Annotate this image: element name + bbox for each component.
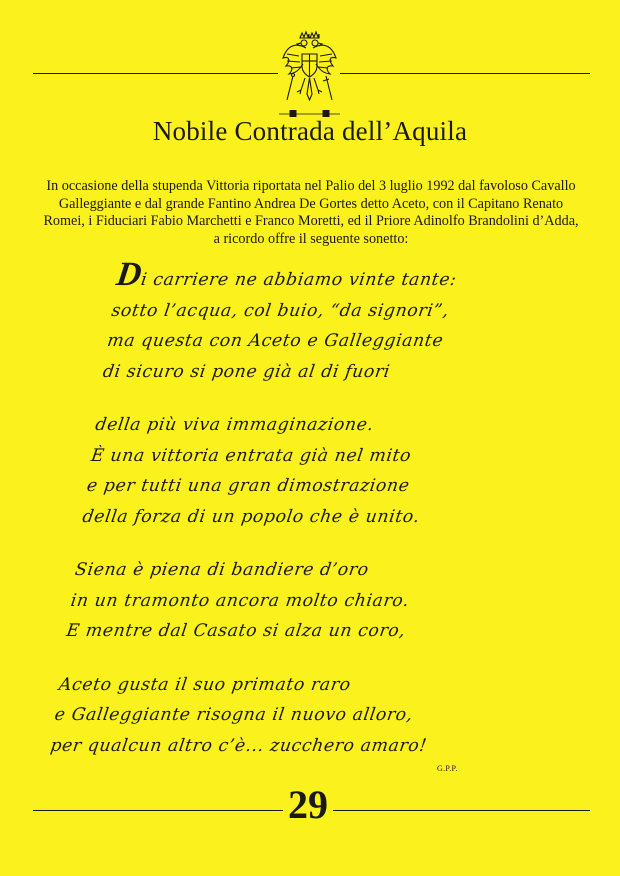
stanza-3 bbox=[64, 555, 517, 647]
double-headed-eagle-crest-icon bbox=[279, 28, 340, 120]
poem-line: in un tramonto ancora molto chiaro. bbox=[69, 590, 411, 611]
poem-line: e Galleggiante risogna il nuovo alloro, bbox=[53, 705, 415, 725]
poem-line: della forza di un popolo che è unito. bbox=[81, 506, 422, 527]
bottom-right-rule bbox=[333, 810, 590, 811]
intro-line: Romei, i Fiduciari Fabio Marchetti e Franco Moretti, ed il Priore Adinolfo Brandolini d’Adda, bbox=[43, 213, 579, 230]
sonnet bbox=[45, 256, 558, 784]
poem-line: ma questa con Aceto e Galleggiante bbox=[105, 331, 445, 351]
poem-line: della più viva immaginazione. bbox=[94, 415, 376, 435]
poem-line: di sicuro si pone già al di fuori bbox=[101, 361, 392, 382]
top-left-rule bbox=[33, 73, 278, 74]
page-title: Nobile Contrada dell’Aquila bbox=[152, 116, 468, 146]
poem-line: e per tutti una gran dimostrazione bbox=[85, 476, 411, 496]
page-number: 29 bbox=[288, 782, 328, 827]
poem-line: Aceto gusta il suo primato raro bbox=[57, 674, 353, 695]
stanza-1 bbox=[101, 256, 558, 387]
stanza-2 bbox=[80, 410, 537, 532]
intro-line: In occasione della stupenda Vittoria riportata nel Palio del 3 luglio 1992 dal favoloso Cavallo bbox=[46, 178, 576, 194]
poem-line: per qualcun altro c’è... zucchero amaro! bbox=[49, 735, 429, 756]
poem-line: Siena è piena di bandiere d’oro bbox=[73, 560, 371, 580]
poem-line bbox=[114, 256, 558, 296]
intro-line: a ricordo offre il seguente sonetto: bbox=[213, 230, 409, 247]
poem-line-text: i carriere ne abbiamo vinte tante: bbox=[139, 270, 458, 290]
author-initials: G.P.P. bbox=[437, 764, 458, 773]
poem-line: E mentre dal Casato si alza un coro, bbox=[65, 621, 407, 641]
intro-line: Galleggiante e dal grande Fantino Andrea De Gortes detto Aceto, con il Capitano Renato bbox=[58, 195, 564, 212]
bottom-left-rule bbox=[33, 810, 283, 811]
poem-line: sotto l’acqua, col buio, “da signori”, bbox=[110, 300, 451, 321]
top-right-rule bbox=[340, 73, 590, 74]
poem-line: È una vittoria entrata già nel mito bbox=[89, 445, 413, 466]
drop-cap: D bbox=[114, 256, 145, 293]
intro-paragraph bbox=[28, 178, 594, 248]
stanza-4 bbox=[48, 670, 501, 762]
